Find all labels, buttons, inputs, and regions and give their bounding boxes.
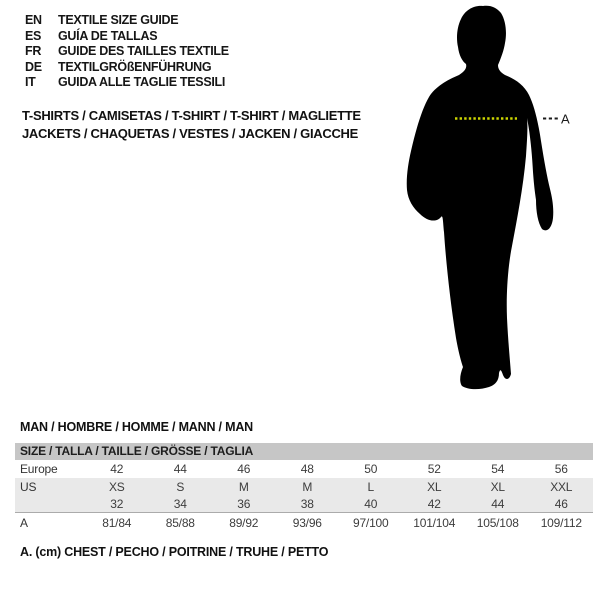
lang-code: IT — [25, 75, 36, 90]
language-list — [25, 13, 229, 91]
size-value: L — [367, 479, 374, 494]
size-value: 52 — [427, 462, 441, 476]
lang-code: DE — [25, 59, 42, 74]
size-value: 48 — [300, 462, 314, 476]
man-silhouette — [407, 6, 554, 389]
size-value: 56 — [554, 462, 568, 476]
lang-code: EN — [25, 13, 42, 27]
size-value: 36 — [237, 496, 251, 511]
size-value: XXL — [550, 479, 573, 494]
row-label: Europe — [20, 462, 58, 476]
lang-row-en — [25, 13, 229, 29]
category-tshirts: T-SHIRTS / CAMISETAS / T-SHIRT / T-SHIRT / MAGLIETTE — [22, 108, 361, 123]
size-value: S — [176, 479, 185, 494]
size-table-header: SIZE / TALLA / TAILLE / GRÖSSE / TAGLIA — [15, 443, 593, 460]
lang-row-de — [25, 60, 229, 76]
size-value: XL — [427, 479, 442, 494]
lang-label: GUIDE DES TAILLES TEXTILE — [58, 44, 229, 59]
table-row-europe — [15, 460, 593, 478]
size-value: 93/96 — [292, 515, 322, 530]
size-value: XL — [490, 479, 505, 494]
size-value: XS — [108, 479, 125, 494]
size-value: 81/84 — [102, 515, 132, 530]
size-value: 97/100 — [352, 515, 389, 530]
size-value: M — [238, 479, 249, 494]
measurement-footnote: A. (cm) CHEST / PECHO / POITRINE / TRUHE / PETTO — [20, 545, 329, 559]
size-value: 46 — [237, 462, 251, 476]
size-value: 34 — [173, 496, 187, 511]
lang-code: FR — [25, 44, 42, 59]
garment-categories — [22, 107, 361, 142]
size-value: 42 — [427, 496, 441, 511]
lang-label: GUIDA ALLE TAGLIE TESSILI — [58, 75, 226, 90]
size-value: 40 — [364, 496, 378, 511]
lang-label: TEXTILGRÖßENFÜHRUNG — [58, 59, 212, 74]
lang-row-it — [25, 75, 229, 91]
size-value: 46 — [554, 496, 568, 511]
size-value: 44 — [173, 462, 187, 476]
table-row-alt-sizes — [15, 495, 593, 513]
row-label: US — [20, 479, 37, 494]
size-value: 54 — [491, 462, 505, 476]
size-value: M — [302, 479, 313, 494]
size-value: 105/108 — [476, 515, 519, 530]
size-value: 101/104 — [413, 515, 456, 530]
lang-row-es — [25, 29, 229, 45]
lang-code: ES — [25, 28, 42, 43]
size-value: 38 — [300, 496, 314, 511]
category-jackets: JACKETS / CHAQUETAS / VESTES / JACKEN / GIACCHE — [22, 125, 358, 141]
size-table — [15, 443, 593, 532]
size-value: 44 — [491, 496, 505, 511]
row-label: A — [20, 515, 28, 530]
size-value: 85/88 — [165, 515, 195, 530]
measure-label-a: A — [561, 111, 570, 127]
section-title-man: MAN / HOMBRE / HOMME / MANN / MAN — [20, 420, 253, 434]
size-value: 89/92 — [229, 515, 259, 530]
size-value: 42 — [110, 462, 124, 476]
size-value: 32 — [110, 496, 124, 511]
table-row-us — [15, 478, 593, 495]
table-row-chest-cm — [15, 513, 593, 532]
size-value: 109/112 — [540, 515, 582, 530]
lang-row-fr — [25, 44, 229, 60]
lang-label: GUÍA DE TALLAS — [58, 28, 158, 43]
size-value: 50 — [364, 462, 378, 476]
lang-label: TEXTILE SIZE GUIDE — [58, 13, 179, 27]
